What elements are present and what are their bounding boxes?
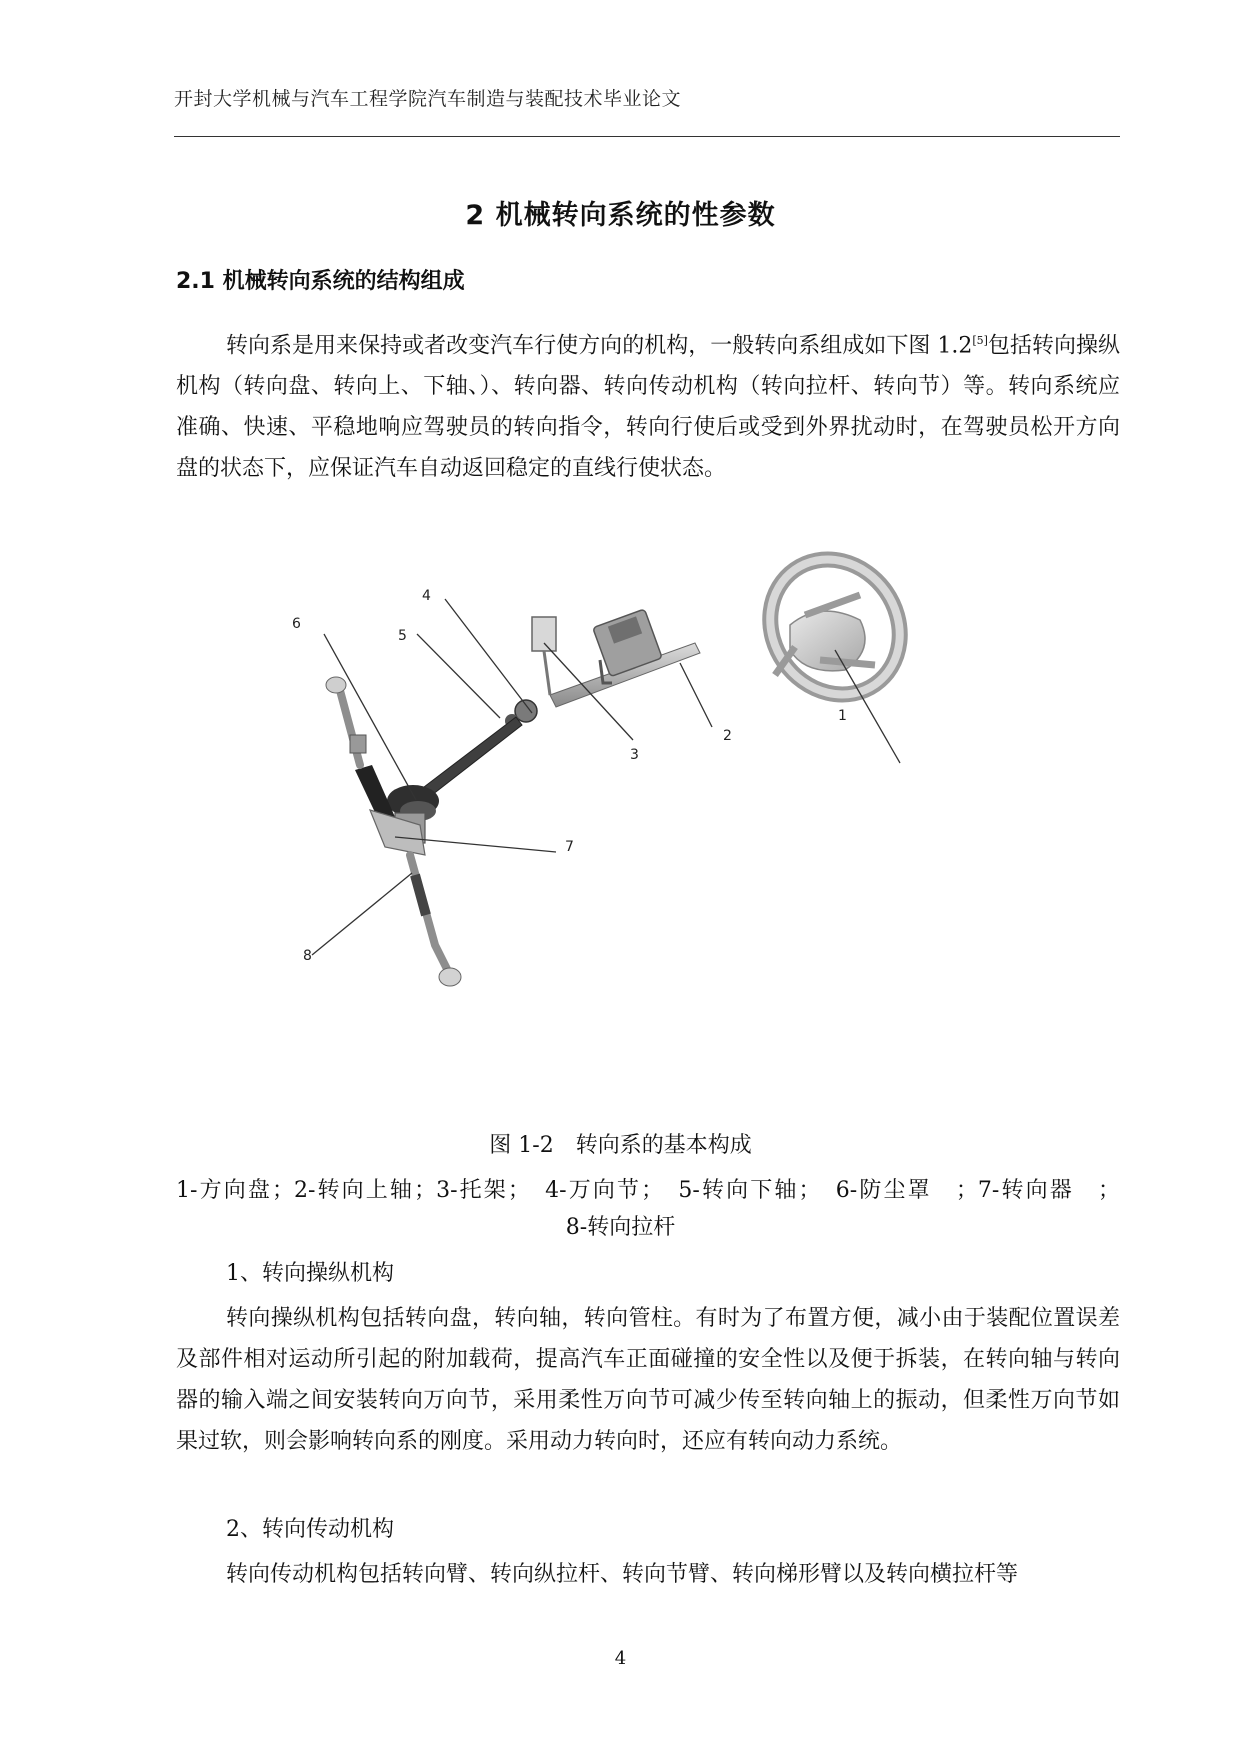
lower-shaft <box>424 717 522 795</box>
section-heading: 2.1 机械转向系统的结构组成 <box>176 269 465 294</box>
label-1: 1 <box>838 708 847 724</box>
figure-caption: 图 1-2 转向系的基本构成 <box>489 1133 752 1158</box>
header-rule <box>174 136 1120 137</box>
running-header: 开封大学机械与汽车工程学院汽车制造与装配技术毕业论文 <box>174 88 682 110</box>
label-4: 4 <box>422 588 431 604</box>
figure-legend: 1-方向盘；2-转向上轴；3-托架； 4-万向节； 5-转向下轴； 6-防尘罩 ；7-转向器 ； <box>176 1178 1120 1203</box>
subsection-heading-1: 1、转向操纵机构 <box>226 1261 394 1286</box>
label-5: 5 <box>398 628 407 644</box>
label-6: 6 <box>292 616 301 632</box>
label-7: 7 <box>565 839 574 855</box>
intro-text-b: 包括转向操纵机构（转向盘、转向上、下轴、）、转向器、转向传动机构（转向拉杆、转向节）等。转向系统应准确、快速、平稳地响应驾驶员的转向指令，转向行使后或受到外界扰动时，在驾驶员松开方向盘的状态下，应保证汽车自动返回稳定的直线行使状态。 <box>176 333 1120 482</box>
chapter-title: 2 机械转向系统的性参数 <box>465 200 776 231</box>
intro-paragraph <box>176 320 1120 489</box>
citation-ref: [5] <box>972 334 988 347</box>
subsection-paragraph-1: 转向操纵机构包括转向盘，转向轴，转向管柱。有时为了布置方便，减小由于装配位置误差及部件相对运动所引起的附加载荷，提高汽车正面碰撞的安全性以及便于拆装，在转向轴与转向器的输入端之间安装转向万向节，采用柔性万向节可减少传至转向轴上的振动，但柔性万向节如果过软，则会影响转向系的刚度。采用动力转向时，还应有转向动力系统。 <box>176 1306 1120 1454</box>
label-2: 2 <box>723 728 732 744</box>
subsection-paragraph-2: 转向传动机构包括转向臂、转向纵拉杆、转向节臂、转向梯形臂以及转向横拉杆等 <box>226 1562 1019 1587</box>
bracket <box>532 617 556 695</box>
tie-rod <box>410 855 461 986</box>
upper-tie-rod <box>326 677 366 765</box>
steering-system-figure <box>292 555 980 1095</box>
subsection-heading-2: 2、转向传动机构 <box>226 1517 394 1542</box>
label-3: 3 <box>630 747 639 763</box>
page-number: 4 <box>614 1648 627 1669</box>
intro-text-a: 转向系是用来保持或者改变汽车行使方向的机构，一般转向系组成如下图 1.2 <box>226 333 973 359</box>
figure-legend-continued: 8-转向拉杆 <box>565 1215 676 1240</box>
label-8: 8 <box>303 948 312 964</box>
upper-shaft <box>550 609 700 707</box>
steering-wheel <box>744 534 926 720</box>
